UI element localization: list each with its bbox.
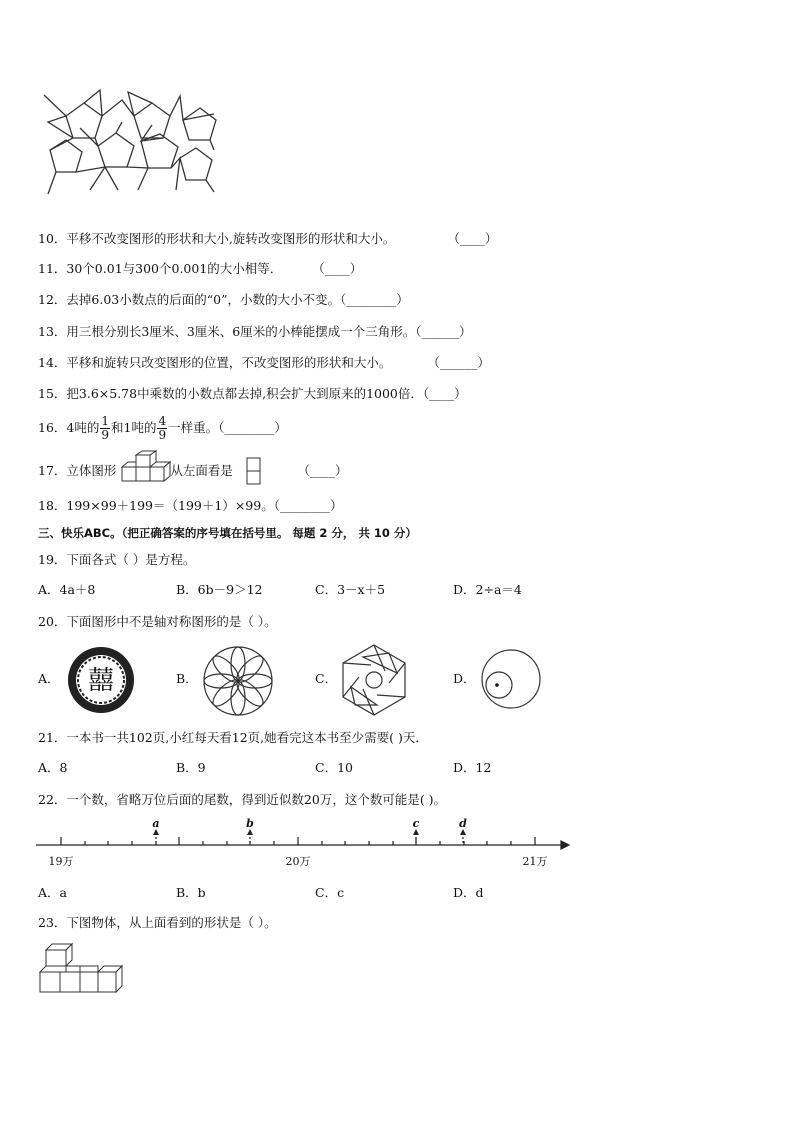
- q20-option-b[interactable]: B．: [176, 671, 198, 686]
- question-19: 19．下面各式（ ）是方程。: [38, 552, 196, 567]
- question-11: 11．30个0.01与300个0.001的大小相等． （____）: [38, 261, 363, 276]
- question-16: 16．4吨的 $\frac{1}{9}$ 和1吨的 $\frac{4}{9}$ 一样重。（________）: [38, 414, 287, 442]
- question-10: 10．平移不改变图形的形状和大小,旋转改变图形的形状和大小。 （____）: [38, 231, 498, 246]
- q22-option-b[interactable]: B．b: [176, 885, 206, 900]
- emblem-glyph: 囍: [87, 666, 115, 696]
- q20-option-d[interactable]: D．: [453, 671, 476, 686]
- question-13: 13．用三根分别长3厘米、3厘米、6厘米的小棒能摆成一个三角形。（______）: [38, 324, 472, 339]
- left-view-figure: [246, 457, 262, 487]
- point-label-d: d: [459, 817, 467, 830]
- q19-option-d[interactable]: D．2÷a＝4: [453, 582, 522, 597]
- question-17: 17．立体图形 从左面看是 （____）: [38, 463, 348, 478]
- two-circles-icon: [480, 648, 542, 710]
- fraction-four-ninths: $\frac{4}{9}$: [158, 414, 167, 442]
- pinwheel-hexagon-icon: [337, 643, 411, 717]
- section-3-heading: 三、快乐ABC。（把正确答案的序号填在括号里。 每题 2 分， 共 10 分）: [38, 526, 417, 540]
- q21-option-d[interactable]: D．12: [453, 760, 492, 775]
- question-23: 23．下图物体，从上面看到的形状是（ ）。: [38, 915, 277, 930]
- fraction-one-ninth: $\frac{1}{9}$: [101, 414, 109, 442]
- q22-option-a[interactable]: A．a: [38, 885, 67, 900]
- double-happiness-emblem-icon: [66, 645, 136, 715]
- q21-option-b[interactable]: B．9: [176, 760, 206, 775]
- question-12: 12．去掉6.03小数点的后面的“0”，小数的大小不变。（________）: [38, 292, 409, 307]
- q20-option-a[interactable]: A．: [38, 671, 60, 686]
- question-22: 22．一个数，省略万位后面的尾数，得到近似数20万，这个数可能是( )。: [38, 792, 447, 807]
- flower-in-circle-icon: [202, 645, 274, 717]
- point-label-a: a: [152, 817, 160, 830]
- number-line-figure: [36, 813, 576, 873]
- q19-option-c[interactable]: C．3－x＋5: [315, 582, 386, 597]
- tick-label-21wan: 21万: [522, 855, 548, 868]
- cube-arrangement-figure: [38, 940, 118, 1000]
- tick-label-20wan: 20万: [285, 855, 311, 868]
- solid-cubes-figure: [120, 452, 180, 484]
- q21-option-a[interactable]: A．8: [38, 760, 68, 775]
- q21-option-c[interactable]: C．10: [315, 760, 353, 775]
- q22-option-d[interactable]: D．d: [453, 885, 484, 900]
- question-18: 18．199×99＋199＝（199＋1）×99。（________）: [38, 498, 343, 513]
- question-20: 20．下面图形中不是轴对称图形的是（ ）。: [38, 614, 277, 629]
- q22-option-c[interactable]: C．c: [315, 885, 345, 900]
- tick-label-19wan: 19万: [48, 855, 74, 868]
- point-label-c: c: [412, 817, 420, 830]
- point-label-b: b: [246, 817, 254, 830]
- question-14: 14．平移和旋转只改变图形的位置，不改变图形的形状和大小。 （______）: [38, 355, 490, 370]
- question-15: 15．把3.6×5.78中乘数的小数点都去掉,积会扩大到原来的1000倍．（____）: [38, 386, 467, 401]
- question-21: 21．一本书一共102页,小红每天看12页,她看完这本书至少需要( )天．: [38, 730, 428, 745]
- q19-option-b[interactable]: B．6b－9＞12: [176, 582, 263, 597]
- q20-option-c[interactable]: C．: [315, 671, 338, 686]
- q19-option-a[interactable]: A．4a＋8: [38, 582, 96, 597]
